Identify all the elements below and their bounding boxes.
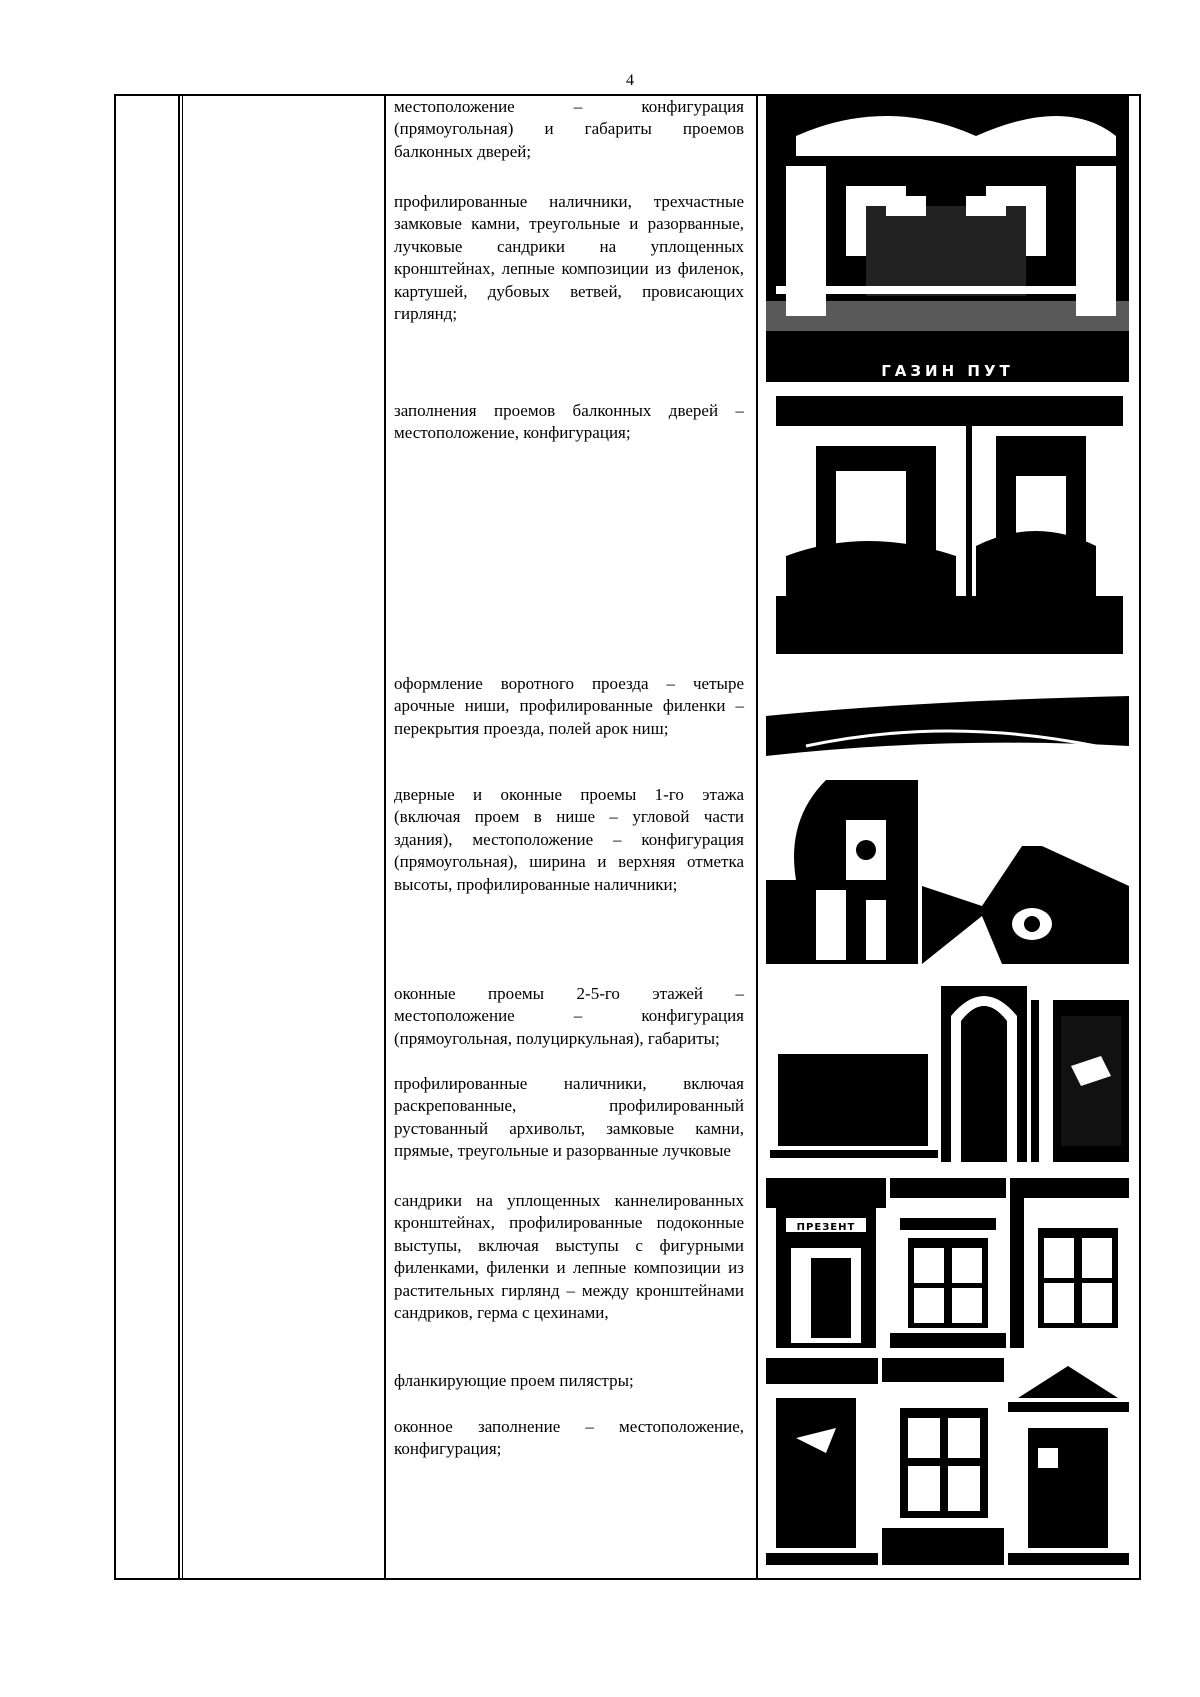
shop-sign-text: ПРЕЗЕНТ [796, 1222, 856, 1233]
row-text-gate-passage: оформление воротного проезда – четыре арочные ниши, профилированные филенки – перекрытия проезда, полей арок ниш; [394, 674, 744, 738]
column-divider [756, 94, 758, 1580]
ground-floor-niche-photo [766, 780, 918, 964]
gate-passage-photo [766, 696, 1129, 762]
window-sandrik-photo-1 [890, 1178, 1006, 1348]
row-text-upper-windows: оконные проемы 2-5-го этажей – местоположение – конфигурация (прямоугольная, полуциркульная), габариты; [394, 984, 744, 1048]
row-text-balcony-openings: местоположение – конфигурация (прямоугольная) и габариты проемов балконных дверей; [394, 97, 744, 161]
column-divider [384, 94, 386, 1580]
page-number: 4 [626, 72, 634, 89]
row-text-ground-floor: дверные и оконные проемы 1-го этажа (включая проем в нише – угловой части здания), местоположение – конфигурация (прямоугольная), ширина и верхняя отметка высоты, профилированные наличники; [394, 785, 744, 894]
facade-balcony-photo [766, 96, 1129, 382]
window-fill-photo-2 [882, 1358, 1004, 1565]
column-divider [182, 94, 183, 1580]
window-rectangular-photo [770, 1046, 938, 1162]
ground-floor-vault-photo [922, 846, 1129, 964]
row-text-upper-decor-3: фланкирующие проем пилястры; [394, 1371, 634, 1390]
row-text-balcony-decor: профилированные наличники, трехчастные замковые камни, треугольные и разорванные, лучковые сандрики на уплощенных кронштейнах, лепные композиции из филенок, картушей, дубовых ветвей, провисающих гирлянд; [394, 192, 744, 324]
row-text-upper-decor-1: профилированные наличники, включая раскрепованные, профилированный рустованный архивольт, замковые камни, прямые, треугольные и разорванные лучковые [394, 1074, 744, 1161]
facade-sign-text: ГАЗИН ПУТ [881, 362, 1014, 380]
row-text-window-fill: оконное заполнение – местоположение, конфигурация; [394, 1417, 744, 1459]
window-pilaster-photo [1031, 986, 1129, 1162]
window-fill-photo-1 [766, 1358, 878, 1565]
window-arched-photo [941, 976, 1027, 1162]
window-fill-photo-3 [1008, 1358, 1129, 1565]
balcony-doors-photo [776, 396, 1123, 654]
column-divider [178, 94, 180, 1580]
window-sandrik-photo-2 [1010, 1178, 1129, 1348]
row-text-balcony-fill: заполнения проемов балконных дверей – местоположение, конфигурация; [394, 401, 744, 443]
row-text-upper-decor-2: сандрики на уплощенных каннелированных кронштейнах, профилированные подоконные выступы, включая выступы с фигурными филенками, филенки и лепные композиции из растительных гирлянд – между кронштейнами сандриков, герма с цехинами, [394, 1191, 744, 1323]
shop-door-photo [766, 1178, 886, 1348]
